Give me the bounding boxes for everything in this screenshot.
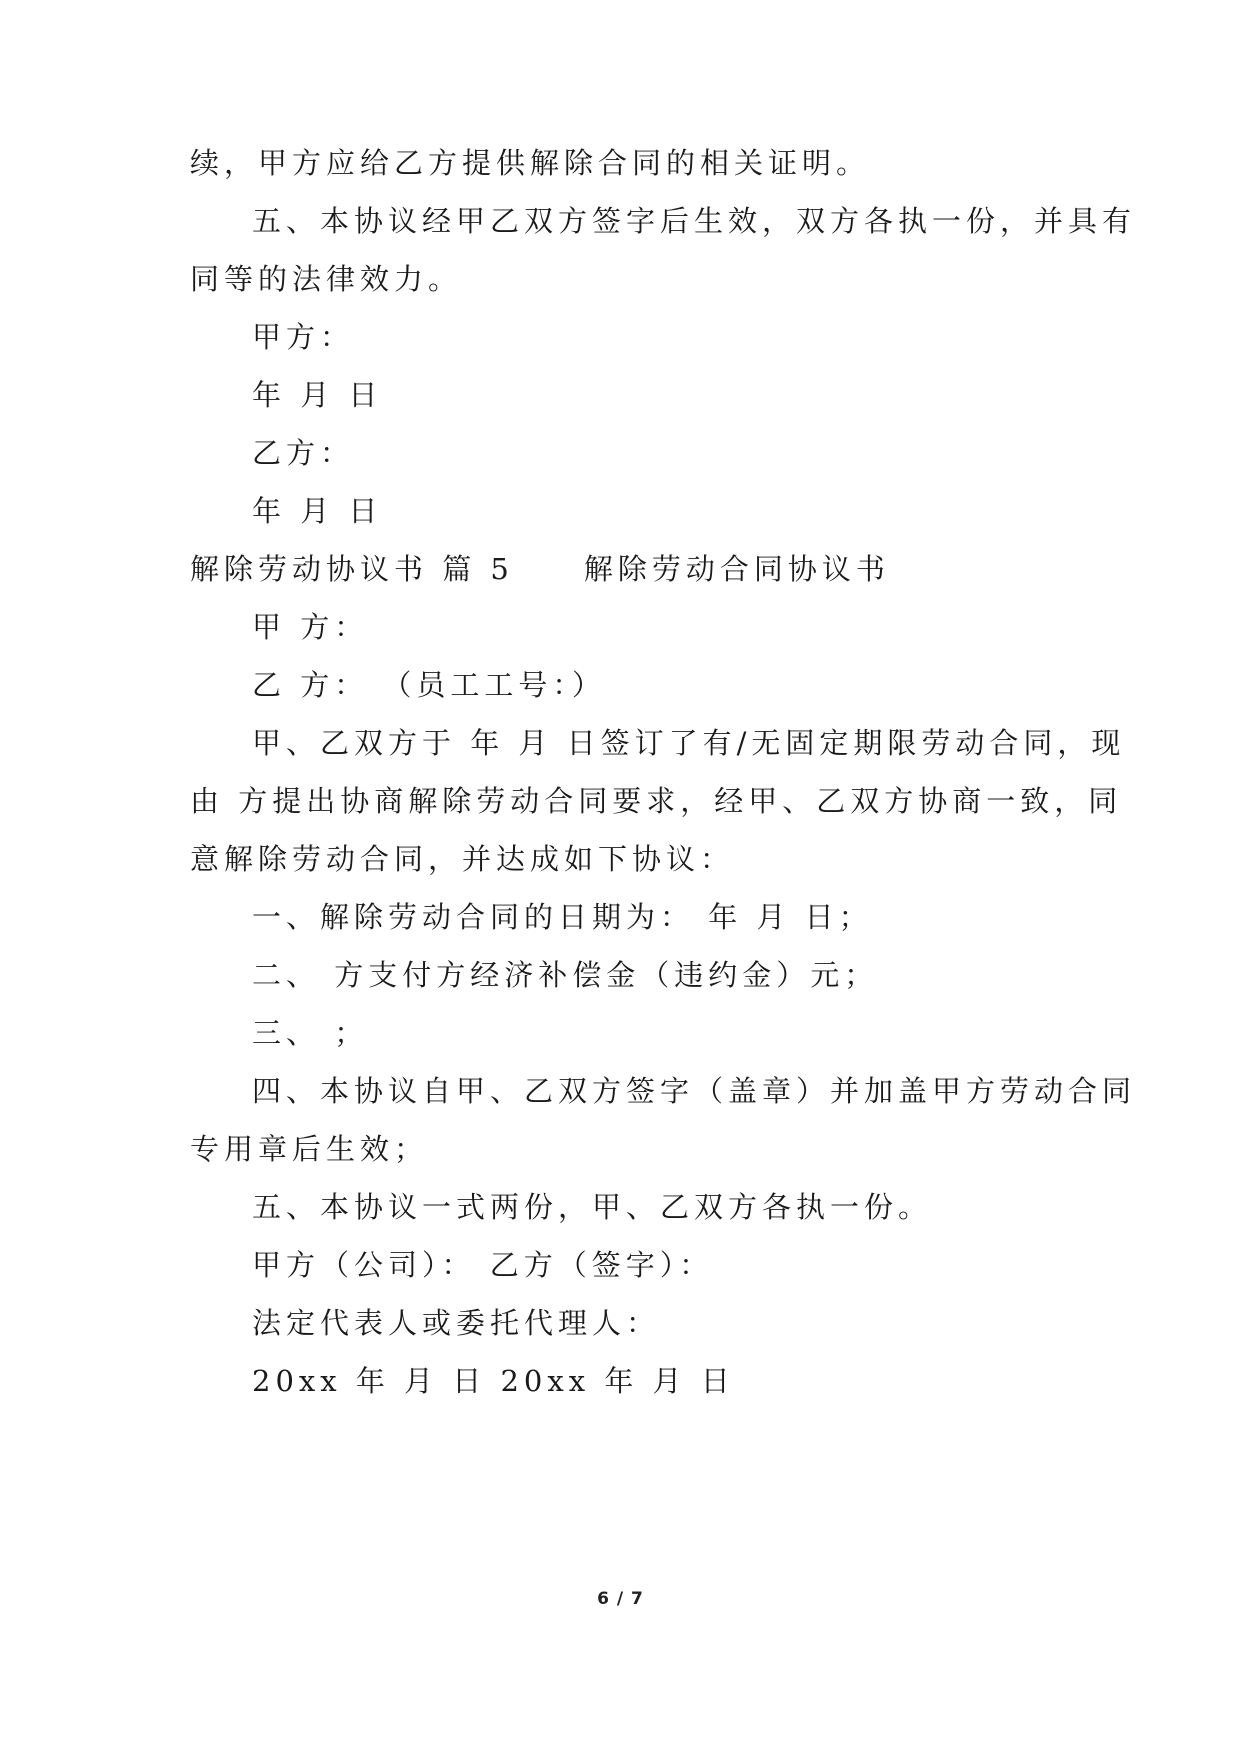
party-b-field: 乙 方： （员工工号：） [252,668,606,702]
signature-label-party-a: 甲方： [252,320,355,354]
date-line: 年 月 日 [252,494,383,528]
paragraph-line: 五、本协议经甲乙双方签字后生效，双方各执一份，并具有 [252,204,1137,238]
clause-4: 四、本协议自甲、乙双方签字（盖章）并加盖甲方劳动合同 [252,1074,1137,1108]
signature-dates: 20xx 年 月 日 20xx 年 月 日 [252,1364,735,1398]
clause-3: 三、 ； [252,1016,369,1050]
clause-2: 二、 方支付方经济补偿金（违约金）元； [252,958,879,992]
paragraph-line: 续，甲方应给乙方提供解除合同的相关证明。 [190,146,871,180]
page-number: 6 / 7 [597,1589,644,1609]
party-a-field: 甲 方： [252,610,369,644]
paragraph-line: 同等的法律效力。 [190,262,463,296]
clause-5: 五、本协议一式两份，甲、乙双方各执一份。 [252,1190,933,1224]
clause-1: 一、解除劳动合同的日期为： 年 月 日； [252,900,873,934]
section-heading-number: 解除劳动协议书 篇 5 [190,552,514,586]
signature-label-party-b: 乙方： [252,436,355,470]
date-line: 年 月 日 [252,378,383,412]
paragraph-line: 意解除劳动合同，并达成如下协议： [190,842,735,876]
representative-label: 法定代表人或委托代理人： [252,1306,661,1340]
paragraph-line: 由 方提出协商解除劳动合同要求，经甲、乙双方协商一致，同 [190,784,1123,818]
paragraph-line: 甲、乙双方于 年 月 日签订了有/无固定期限劳动合同，现 [252,726,1126,760]
clause-4-continued: 专用章后生效； [190,1132,429,1166]
section-heading-title: 解除劳动合同协议书 [583,552,890,586]
section-heading [190,549,890,589]
signature-labels: 甲方（公司）： 乙方（签字）： [252,1248,714,1282]
